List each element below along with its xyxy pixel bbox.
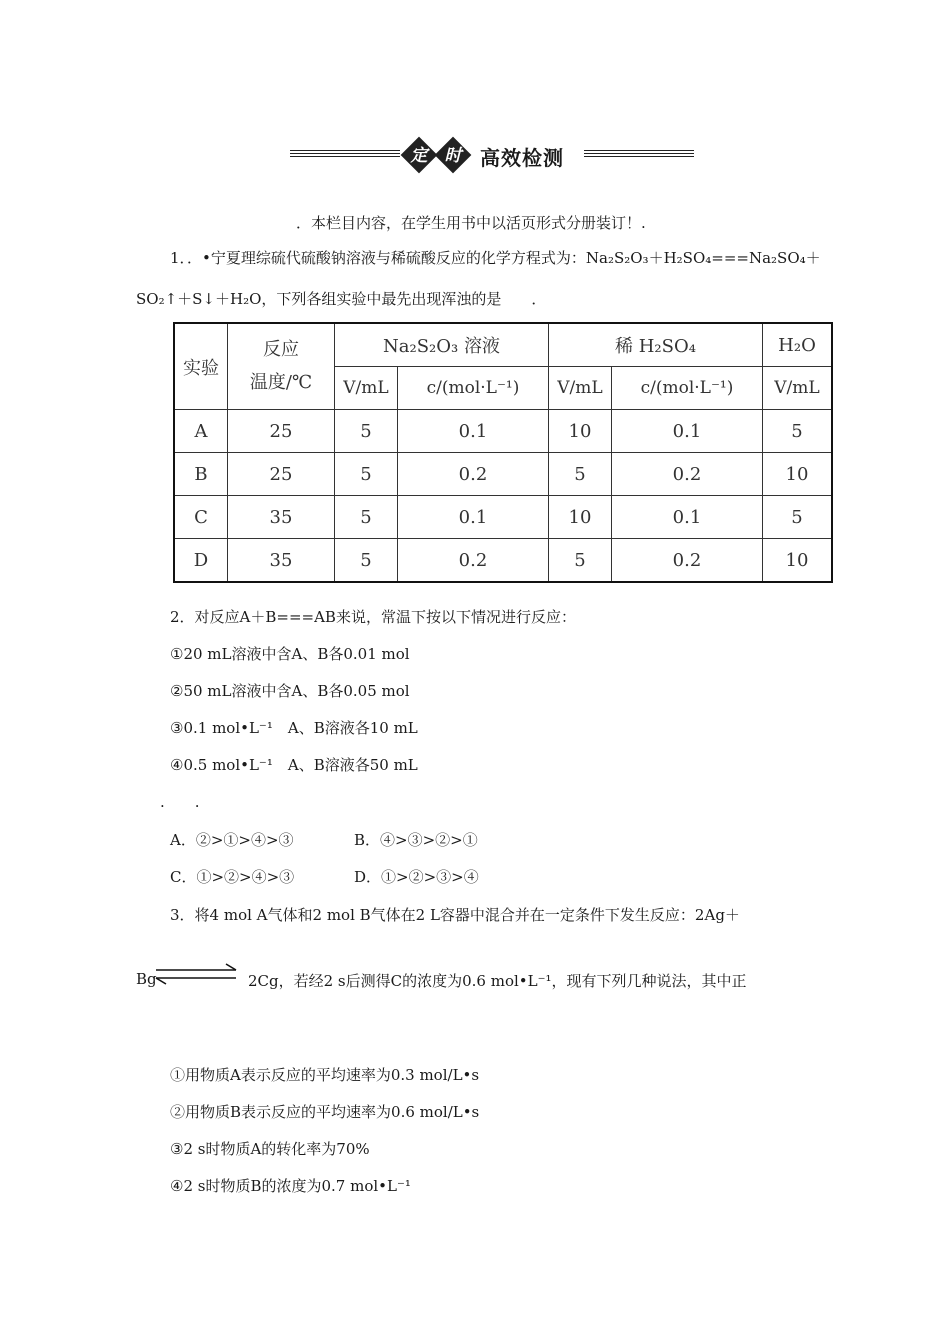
q2-item: ②50 mL溶液中含A、B各0.05 mol	[170, 682, 410, 700]
header-conc: c/(mol·L⁻¹)	[612, 367, 763, 410]
experiment-table	[173, 322, 833, 583]
cell-c2: 0.2	[612, 539, 763, 583]
cell-temp: 35	[228, 496, 335, 539]
cell-v3: 10	[763, 539, 833, 583]
cell-v2: 10	[549, 410, 612, 453]
cell-temp: 35	[228, 539, 335, 583]
cell-v1: 5	[335, 453, 398, 496]
banner-char-2: 时	[444, 146, 462, 166]
cell-c1: 0.1	[398, 496, 549, 539]
q2-option-b: B．④>③>②>①	[354, 831, 478, 849]
cell-temp: 25	[228, 410, 335, 453]
header-vol: V/mL	[763, 367, 833, 410]
cell-c1: 0.2	[398, 453, 549, 496]
cell-temp: 25	[228, 453, 335, 496]
q1-line-1: 1．．•宁夏理综硫代硫酸钠溶液与稀硫酸反应的化学方程式为：Na₂S₂O₃＋H₂SO₄===Na₂SO₄＋	[170, 249, 821, 267]
header-temperature	[228, 323, 335, 410]
cell-c2: 0.1	[612, 496, 763, 539]
cell-v3: 5	[763, 410, 833, 453]
cell-c1: 0.2	[398, 539, 549, 583]
header-conc: c/(mol·L⁻¹)	[398, 367, 549, 410]
section-banner	[290, 138, 694, 172]
header-vol: V/mL	[549, 367, 612, 410]
cell-c2: 0.1	[612, 410, 763, 453]
q2-option-a: A．②>①>④>③	[170, 831, 294, 849]
header-experiment: 实验	[174, 323, 228, 410]
table-row	[174, 496, 832, 539]
header-na2s2o3: Na₂S₂O₃ 溶液	[335, 323, 549, 367]
header-h2o: H₂O	[763, 323, 833, 367]
header-vol: V/mL	[335, 367, 398, 410]
cell-v3: 5	[763, 496, 833, 539]
cell-exp: A	[174, 410, 228, 453]
q3-item: ③2 s时物质A的转化率为70%	[170, 1140, 370, 1158]
cell-v2: 5	[549, 539, 612, 583]
cell-c1: 0.1	[398, 410, 549, 453]
q2-item: ④0.5 mol•L⁻¹ A、B溶液各50 mL	[170, 756, 418, 774]
q2-item: ①20 mL溶液中含A、B各0.01 mol	[170, 645, 410, 663]
binding-note: ．本栏目内容，在学生用书中以活页形式分册装订！.	[296, 214, 646, 232]
cell-v1: 5	[335, 539, 398, 583]
cell-v3: 10	[763, 453, 833, 496]
q3-item: ①用物质A表示反应的平均速率为0.3 mol/L•s	[170, 1066, 480, 1084]
banner-title: 高效检测	[480, 146, 564, 170]
cell-v1: 5	[335, 496, 398, 539]
header-temp-line-1: 反应	[263, 339, 299, 361]
q3-line-2-left: Bg	[136, 970, 157, 988]
cell-c2: 0.2	[612, 453, 763, 496]
equilibrium-arrow-icon	[154, 963, 238, 985]
q2-item: ③0.1 mol•L⁻¹ A、B溶液各10 mL	[170, 719, 418, 737]
cell-exp: D	[174, 539, 228, 583]
table-row	[174, 539, 832, 583]
q3-item: ②用物质B表示反应的平均速率为0.6 mol/L•s	[170, 1103, 480, 1121]
banner-char-1: 定	[410, 146, 428, 166]
table-row	[174, 453, 832, 496]
cell-v2: 10	[549, 496, 612, 539]
q3-item: ④2 s时物质B的浓度为0.7 mol•L⁻¹	[170, 1177, 411, 1195]
cell-v1: 5	[335, 410, 398, 453]
header-temp-line-2: 温度/℃	[249, 371, 313, 393]
header-h2so4: 稀 H₂SO₄	[549, 323, 763, 367]
q3-line-2-right: 2Cg，若经2 s后测得C的浓度为0.6 mol•L⁻¹，现有下列几种说法，其中正	[248, 972, 747, 990]
q2-stem: 2．对反应A＋B===AB来说，常温下按以下情况进行反应：	[170, 608, 576, 626]
q1-line-2: SO₂↑＋S↓＋H₂O，下列各组实验中最先出现浑浊的是 ．	[136, 290, 547, 308]
q3-line-1: 3．将4 mol A气体和2 mol B气体在2 L容器中混合并在一定条件下发生反应：2Ag＋	[170, 906, 740, 924]
q2-option-d: D．①>②>③>④	[354, 868, 479, 886]
cell-v2: 5	[549, 453, 612, 496]
table-row	[174, 410, 832, 453]
q2-option-c: C．①>②>④>③	[170, 868, 295, 886]
cell-exp: B	[174, 453, 228, 496]
q2-blank: . .	[160, 793, 200, 811]
cell-exp: C	[174, 496, 228, 539]
